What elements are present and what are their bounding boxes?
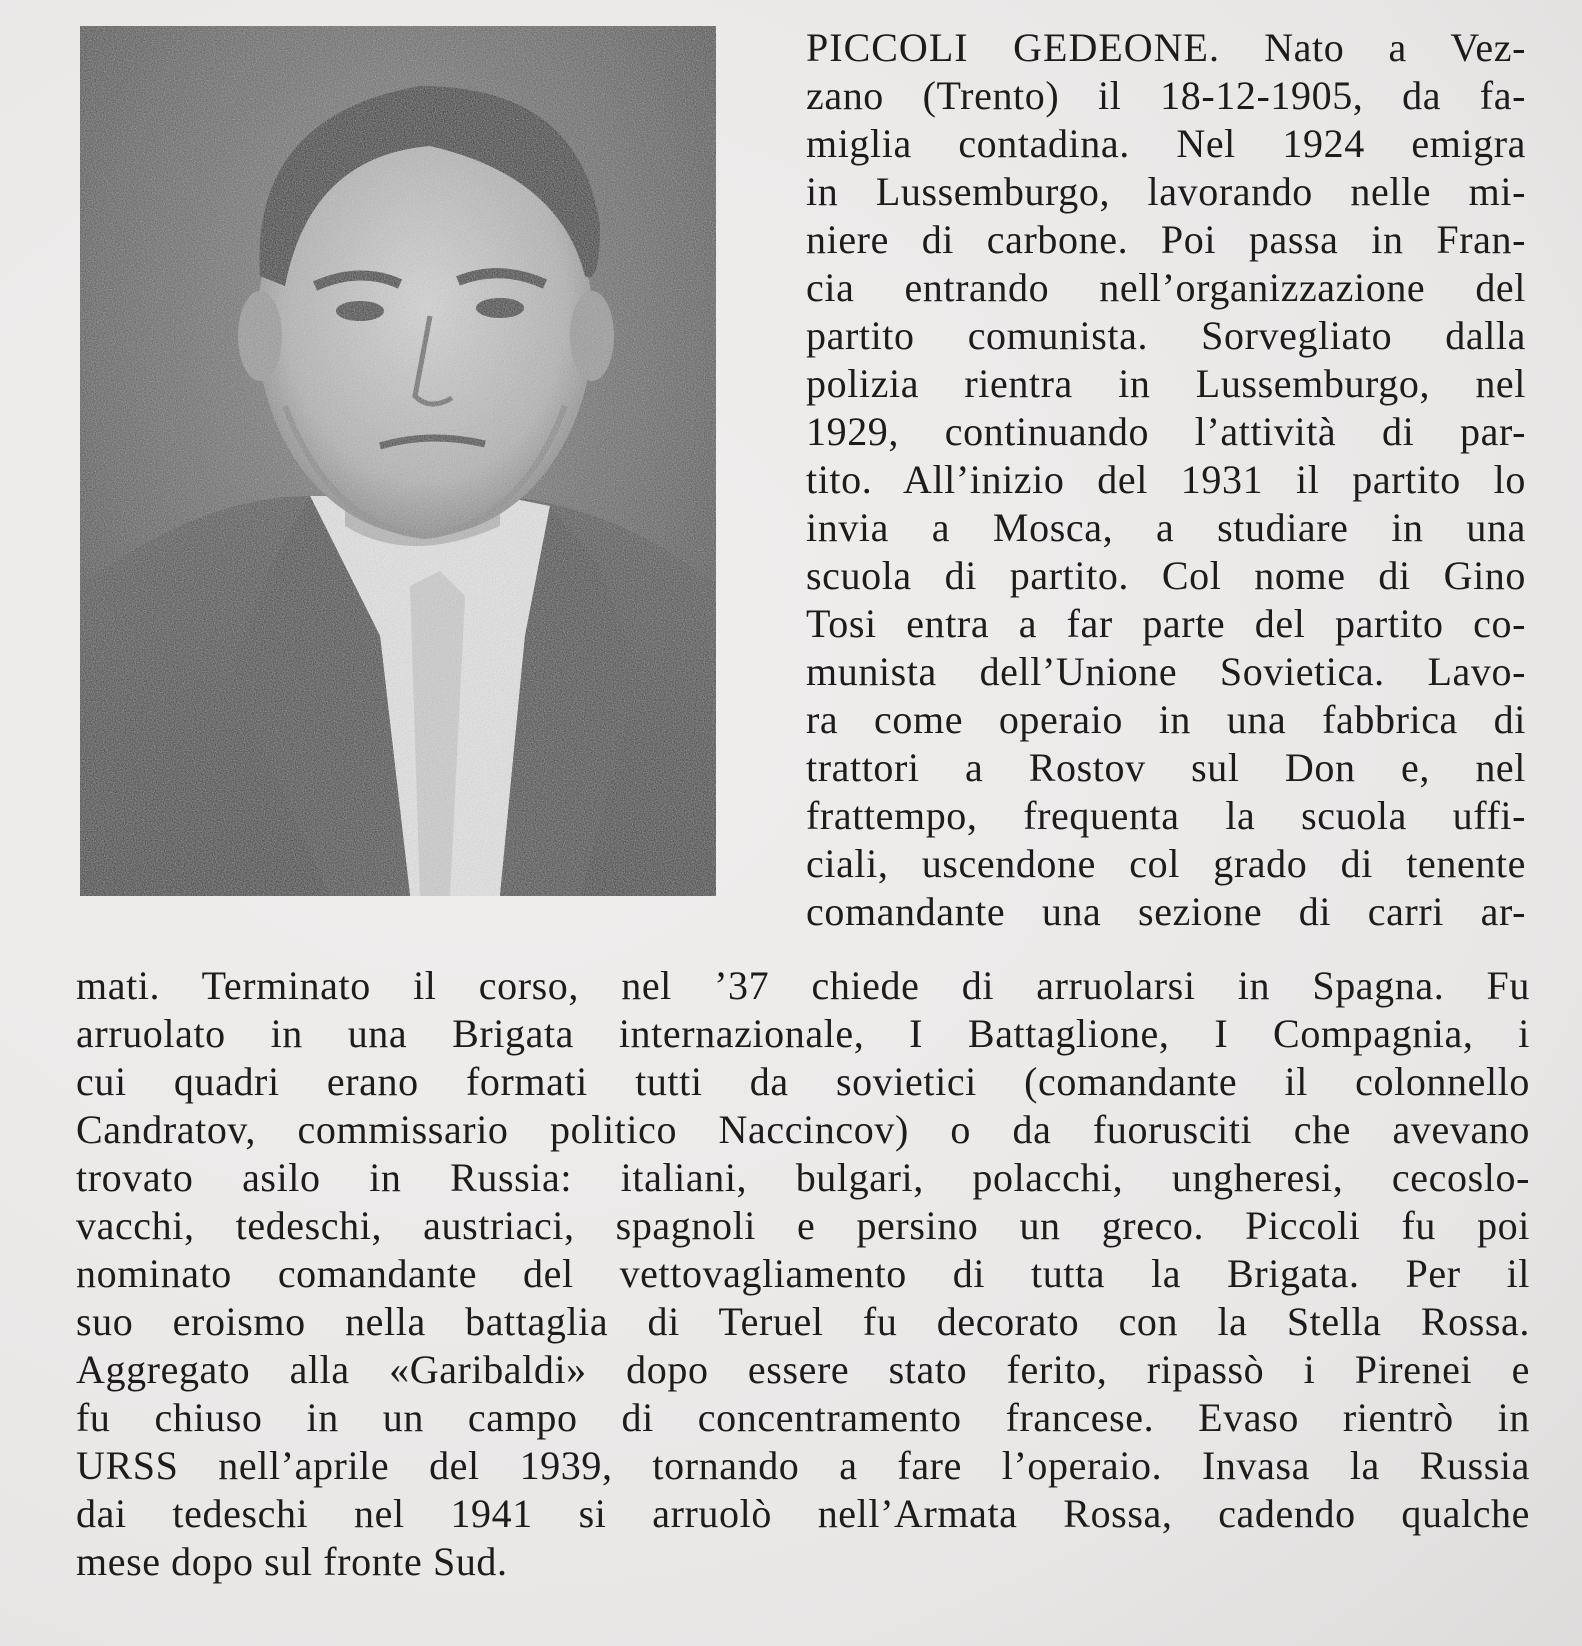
- bio-line: polizia rientra in Lussemburgo, nel: [806, 361, 1526, 406]
- portrait-photo: [80, 26, 716, 896]
- bio-line: vacchi, tedeschi, austriaci, spagnoli e persino un greco. Piccoli fu poi: [76, 1203, 1530, 1248]
- bio-line: dai tedeschi nel 1941 si arruolò nell’Armata Rossa, cadendo qualche: [76, 1491, 1530, 1536]
- bio-line: ra come operaio in una fabbrica di: [806, 697, 1526, 742]
- bio-line: Tosi entra a far parte del partito co-: [806, 601, 1526, 646]
- bio-line: nominato comandante del vettovagliamento di tutta la Brigata. Per il: [76, 1251, 1530, 1296]
- bio-line: cui quadri erano formati tutti da sovietici (comandante il colonnello: [76, 1059, 1530, 1104]
- bio-line: scuola di partito. Col nome di Gino: [806, 553, 1526, 598]
- bio-line: invia a Mosca, a studiare in una: [806, 505, 1526, 550]
- bio-line-text: Nato a Vez-: [1264, 25, 1527, 70]
- bio-line: arruolato in una Brigata internazionale, I Battaglione, I Compagnia, i: [76, 1011, 1530, 1056]
- bio-line: Aggregato alla «Garibaldi» dopo essere stato ferito, ripassò i Pirenei e: [76, 1347, 1530, 1392]
- bio-line: niere di carbone. Poi passa in Fran-: [806, 217, 1526, 262]
- bio-line: cia entrando nell’organizzazione del: [806, 265, 1526, 310]
- bio-line: zano (Trento) il 18-12-1905, da fa-: [806, 73, 1526, 118]
- bio-line: miglia contadina. Nel 1924 emigra: [806, 121, 1526, 166]
- bio-line: trattori a Rostov sul Don e, nel: [806, 745, 1526, 790]
- bio-full-width: [76, 962, 1530, 1586]
- bio-line: suo eroismo nella battaglia di Teruel fu decorato con la Stella Rossa.: [76, 1299, 1530, 1344]
- bio-line: 1929, continuando l’attività di par-: [806, 409, 1526, 454]
- bio-line: URSS nell’aprile del 1939, tornando a fare l’operaio. Invasa la Russia: [76, 1443, 1530, 1488]
- bio-line: tito. All’inizio del 1931 il partito lo: [806, 457, 1526, 502]
- bio-line-1: [806, 24, 1526, 72]
- bio-line: frattempo, frequenta la scuola uffi-: [806, 793, 1526, 838]
- bio-line: in Lussemburgo, lavorando nelle mi-: [806, 169, 1526, 214]
- portrait-image: [80, 26, 716, 896]
- bio-line: partito comunista. Sorvegliato dalla: [806, 313, 1526, 358]
- bio-line: munista dell’Unione Sovietica. Lavo-: [806, 649, 1526, 694]
- bio-line: Candratov, commissario politico Naccincov) o da fuorusciti che avevano: [76, 1107, 1530, 1152]
- bio-line: ciali, uscendone col grado di tenente: [806, 841, 1526, 886]
- bio-name: PICCOLI GEDEONE.: [806, 25, 1220, 70]
- bio-line: comandante una sezione di carri ar-: [806, 889, 1526, 934]
- bio-line: mese dopo sul fronte Sud.: [76, 1539, 508, 1584]
- bio-line: mati. Terminato il corso, nel ’37 chiede di arruolarsi in Spagna. Fu: [76, 963, 1530, 1008]
- bio-line: trovato asilo in Russia: italiani, bulgari, polacchi, ungheresi, cecoslo-: [76, 1155, 1530, 1200]
- bio-line: fu chiuso in un campo di concentramento francese. Evaso rientrò in: [76, 1395, 1530, 1440]
- bio-right-column: [806, 24, 1526, 936]
